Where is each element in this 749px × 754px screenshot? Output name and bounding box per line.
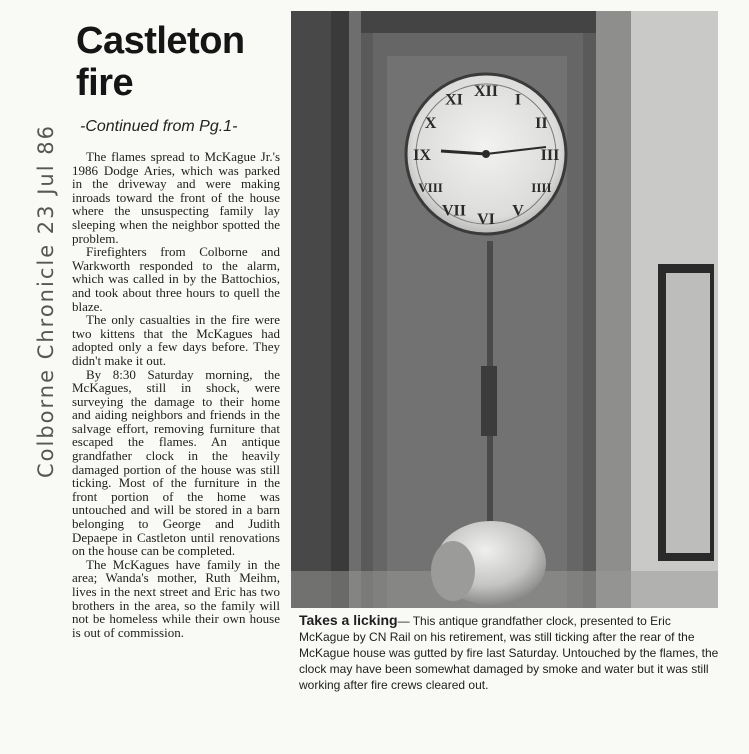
clock-numeral: VII <box>441 202 467 220</box>
headline: Castleton fire <box>76 20 245 104</box>
article-paragraph: By 8:30 Saturday morning, the McKagues, still in shock, were surveying the damage to their home and aiding neighbors and friends in the salvage effort, removing furniture that escaped the flames. An antique grandfather clock in the heavily damaged portion of the house was still ticking. Most of the furniture in the front portion of the home was untouched and will be stored in a barn belonging to George and Judith Depaepe in Castleton until renovations on the house can be completed. <box>72 366 280 559</box>
article-body <box>72 150 280 639</box>
article-paragraph: The McKagues have family in the area; Wanda's mother, Ruth Meihm, lives in the next street and Eric has two brothers in the area, so the family will not be homeless while their own house is out of commission. <box>72 556 280 640</box>
caption-text: This antique grandfather clock, presented to Eric McKague by CN Rail on his retirement, was still ticking after the rear of the McKague house was gutted by fire last Saturday. Untouched by the flames, the clock may have been somewhat damaged by smoke and water but it was still working after fire crews cleared out. <box>299 614 719 692</box>
article-paragraph: Firefighters from Colborne and Warkworth responded to the alarm, which was called in by the Battochios, and took about three hours to quell the blaze. <box>72 244 280 314</box>
clock-numeral: I <box>514 91 522 109</box>
clock-photo-graphic <box>291 11 718 608</box>
clock-numeral: IIII <box>531 180 552 195</box>
clock-numeral: V <box>512 202 524 220</box>
caption-dash: — <box>397 614 410 628</box>
photo-caption <box>299 612 719 693</box>
clock-numeral: XII <box>473 83 499 100</box>
handwritten-margin-note: Colborne Chronicle 23 Jul 86 <box>34 124 58 478</box>
article-paragraph: The only casualties in the fire were two kittens that the McKagues had adopted only a few days before. They didn't make it out. <box>72 312 280 368</box>
clock-numeral: VIII <box>418 180 443 195</box>
clock-numeral: VI <box>477 211 495 228</box>
continued-from-note: -Continued from Pg.1- <box>80 118 238 135</box>
article-paragraph: The flames spread to McKague Jr.'s 1986 Dodge Aries, which was parked in the driveway and were making inroads toward the front of the house where the unsuspecting family lay sleeping when the neighbor spotted the problem. <box>72 149 280 246</box>
clock-numeral: IX <box>413 147 431 164</box>
clock-numeral: III <box>540 147 560 164</box>
clock-numeral: XI <box>445 91 463 109</box>
caption-lead: Takes a licking <box>299 612 398 628</box>
clock-numeral: X <box>424 115 437 132</box>
clock-numeral: II <box>535 115 548 132</box>
grandfather-clock-photo <box>291 11 718 608</box>
